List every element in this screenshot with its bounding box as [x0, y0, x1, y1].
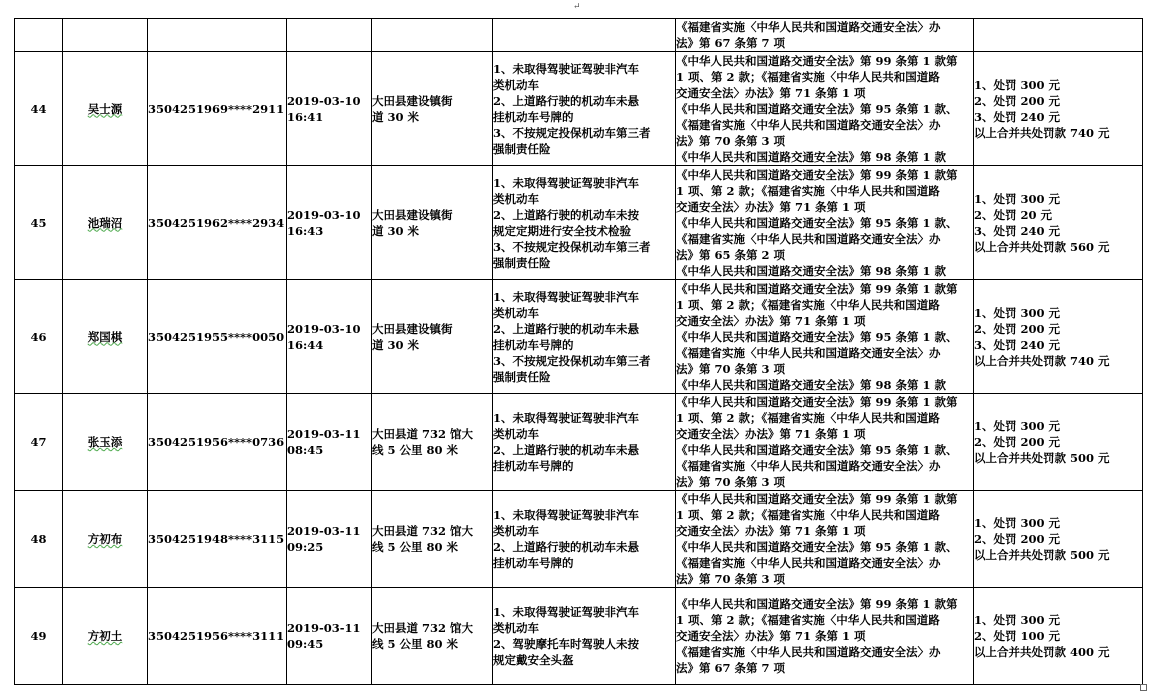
- name-text: 方初土: [87, 629, 123, 643]
- law-line: 《中华人民共和国道路交通安全法》第 99 条第 1 款第: [676, 492, 958, 506]
- law-line: 1 项、第 2 款；《福建省实施〈中华人民共和国道路: [676, 613, 940, 627]
- place-line: 线 5 公里 80 米: [372, 443, 459, 457]
- violation-line: 2、上道路行驶的机动车未悬: [493, 443, 640, 457]
- violation-time: 09:45: [287, 637, 324, 651]
- penalty-cell: [974, 394, 1143, 491]
- law-line: 《福建省实施〈中华人民共和国道路交通安全法〉办: [676, 645, 941, 659]
- violation-line: 类机动车: [493, 305, 539, 320]
- law-line: 《中华人民共和国道路交通安全法》第 99 条第 1 款第: [676, 167, 958, 182]
- penalty-cell: [974, 52, 1143, 166]
- name-text: 吴士源: [87, 101, 123, 116]
- cell-empty: [372, 19, 493, 52]
- violation-place: [372, 588, 493, 685]
- law-line: 法》第 67 条第 7 项: [676, 36, 786, 50]
- violation-line: 挂机动车号牌的: [493, 459, 574, 473]
- law-line: 《中华人民共和国道路交通安全法》第 95 条第 1 款、: [676, 329, 958, 344]
- violation-behaviour: [493, 394, 676, 491]
- violation-line: 类机动车: [493, 524, 539, 538]
- violation-datetime: [287, 280, 372, 394]
- record-number: 48: [15, 491, 63, 588]
- penalty-line: 以上合并共处罚款 560 元: [974, 239, 1110, 254]
- law-basis-cell: [676, 394, 974, 491]
- violation-datetime: [287, 394, 372, 491]
- name-text: 方初布: [87, 532, 123, 546]
- penalty-line: 以上合并共处罚款 500 元: [974, 451, 1110, 465]
- penalty-cell: [974, 588, 1143, 685]
- penalty-line: 2、处罚 100 元: [974, 629, 1061, 643]
- law-line: 1 项、第 2 款；《福建省实施〈中华人民共和国道路: [676, 411, 940, 425]
- record-row: [15, 491, 1143, 588]
- violation-datetime: [287, 491, 372, 588]
- law-line: 《中华人民共和国道路交通安全法》第 99 条第 1 款第: [676, 53, 958, 68]
- violation-line: 3、不按规定投保机动车第三者: [493, 125, 651, 140]
- law-line: 法》第 67 条第 7 项: [676, 661, 786, 675]
- law-basis-cell: [676, 280, 974, 394]
- violation-line: 规定戴安全头盔: [493, 653, 574, 667]
- violation-time: 08:45: [287, 443, 324, 457]
- law-line: 《福建省实施〈中华人民共和国道路交通安全法〉办: [676, 20, 941, 34]
- violation-datetime: [287, 166, 372, 280]
- penalty-line: 1、处罚 300 元: [974, 516, 1061, 530]
- law-line: 1 项、第 2 款；《福建省实施〈中华人民共和国道路: [676, 183, 940, 198]
- violation-line: 强制责任险: [493, 255, 551, 270]
- violation-place: [372, 52, 493, 166]
- id-number: 3504251969****2911: [148, 52, 287, 166]
- penalty-cell: [974, 166, 1143, 280]
- cell-empty: [15, 19, 63, 52]
- penalty-line: 3、处罚 240 元: [974, 109, 1061, 124]
- law-line: 交通安全法〉办法》第 71 条第 1 项: [676, 427, 866, 441]
- law-line: 1 项、第 2 款；《福建省实施〈中华人民共和国道路: [676, 69, 940, 84]
- law-line: 法》第 65 条第 2 项: [676, 247, 786, 262]
- violation-line: 强制责任险: [493, 369, 551, 384]
- cell-empty: [148, 19, 287, 52]
- penalty-line: 1、处罚 300 元: [974, 77, 1061, 92]
- violation-behaviour: [493, 588, 676, 685]
- violation-place: [372, 491, 493, 588]
- name-text: 郑国棋: [87, 329, 123, 344]
- penalty-line: 2、处罚 200 元: [974, 435, 1061, 449]
- law-line: 1 项、第 2 款；《福建省实施〈中华人民共和国道路: [676, 297, 940, 312]
- violation-line: 挂机动车号牌的: [493, 109, 574, 124]
- violation-behaviour: [493, 52, 676, 166]
- violation-behaviour: [493, 280, 676, 394]
- record-row: [15, 280, 1143, 394]
- place-line: 道 30 米: [372, 109, 420, 124]
- record-row: [15, 166, 1143, 280]
- penalty-line: 1、处罚 300 元: [974, 191, 1061, 206]
- violation-line: 类机动车: [493, 621, 539, 635]
- place-line: 大田县建设镇街: [372, 207, 453, 222]
- violation-time: 16:44: [287, 337, 324, 352]
- record-number: 44: [15, 52, 63, 166]
- penalty-line: 3、处罚 240 元: [974, 223, 1061, 238]
- person-name: [63, 166, 148, 280]
- violation-datetime: [287, 588, 372, 685]
- violation-line: 3、不按规定投保机动车第三者: [493, 239, 651, 254]
- law-line: 《中华人民共和国道路交通安全法》第 95 条第 1 款、: [676, 443, 958, 457]
- violation-line: 2、上道路行驶的机动车未悬: [493, 540, 640, 554]
- person-name: [63, 52, 148, 166]
- law-line: 《福建省实施〈中华人民共和国道路交通安全法〉办: [676, 117, 941, 132]
- record-number: 45: [15, 166, 63, 280]
- cell-empty: [974, 19, 1143, 52]
- violation-line: 挂机动车号牌的: [493, 556, 574, 570]
- record-number: 49: [15, 588, 63, 685]
- penalty-line: 以上合并共处罚款 500 元: [974, 548, 1110, 562]
- violation-line: 类机动车: [493, 427, 539, 441]
- place-line: 大田县道 732 馆大: [372, 621, 474, 635]
- law-line: 《福建省实施〈中华人民共和国道路交通安全法〉办: [676, 231, 941, 246]
- violation-time: 09:25: [287, 540, 324, 554]
- violation-line: 规定定期进行安全技术检验: [493, 223, 631, 238]
- penalty-line: 2、处罚 200 元: [974, 321, 1061, 336]
- id-number: 3504251956****3111: [148, 588, 287, 685]
- end-marker-icon: [1140, 684, 1147, 691]
- law-line: 《福建省实施〈中华人民共和国道路交通安全法〉办: [676, 459, 941, 473]
- place-line: 道 30 米: [372, 337, 420, 352]
- law-basis-cell: [676, 166, 974, 280]
- penalty-line: 2、处罚 200 元: [974, 532, 1061, 546]
- penalty-line: 2、处罚 20 元: [974, 207, 1053, 222]
- violation-place: [372, 394, 493, 491]
- place-line: 线 5 公里 80 米: [372, 540, 459, 554]
- violation-date: 2019-03-10: [287, 207, 361, 222]
- law-line: 法》第 70 条第 3 项: [676, 361, 786, 376]
- violation-date: 2019-03-10: [287, 321, 361, 336]
- law-line: 交通安全法〉办法》第 71 条第 1 项: [676, 199, 866, 214]
- violation-line: 1、未取得驾驶证驾驶非汽车: [493, 605, 640, 619]
- id-number: 3504251962****2934: [148, 166, 287, 280]
- violation-line: 挂机动车号牌的: [493, 337, 574, 352]
- penalty-line: 以上合并共处罚款 740 元: [974, 125, 1110, 140]
- violation-line: 类机动车: [493, 191, 539, 206]
- violation-place: [372, 166, 493, 280]
- law-line: 《中华人民共和国道路交通安全法》第 98 条第 1 款: [676, 149, 947, 164]
- penalty-line: 以上合并共处罚款 400 元: [974, 645, 1110, 659]
- paragraph-mark-icon: ↵: [573, 2, 581, 12]
- violation-line: 1、未取得驾驶证驾驶非汽车: [493, 508, 640, 522]
- penalty-line: 2、处罚 200 元: [974, 93, 1061, 108]
- law-line: 法》第 70 条第 3 项: [676, 475, 786, 489]
- record-number: 47: [15, 394, 63, 491]
- law-line: 《福建省实施〈中华人民共和国道路交通安全法〉办: [676, 345, 941, 360]
- violation-line: 强制责任险: [493, 141, 551, 156]
- place-line: 道 30 米: [372, 223, 420, 238]
- violation-line: 3、不按规定投保机动车第三者: [493, 353, 651, 368]
- violation-line: 1、未取得驾驶证驾驶非汽车: [493, 61, 640, 76]
- violation-line: 2、上道路行驶的机动车未悬: [493, 321, 640, 336]
- person-name: [63, 491, 148, 588]
- person-name: [63, 588, 148, 685]
- law-line: 法》第 70 条第 3 项: [676, 572, 786, 586]
- place-line: 大田县建设镇街: [372, 93, 453, 108]
- id-number: 3504251948****3115: [148, 491, 287, 588]
- violation-behaviour: [493, 166, 676, 280]
- record-row: [15, 588, 1143, 685]
- violation-line: 2、驾驶摩托车时驾驶人未按: [493, 637, 640, 651]
- penalty-cell: [974, 491, 1143, 588]
- law-line: 法》第 70 条第 3 项: [676, 133, 786, 148]
- cell-empty: [493, 19, 676, 52]
- cell-empty: [287, 19, 372, 52]
- id-number: 3504251956****0736: [148, 394, 287, 491]
- penalty-line: 1、处罚 300 元: [974, 305, 1061, 320]
- violation-datetime: [287, 52, 372, 166]
- penalty-line: 以上合并共处罚款 740 元: [974, 353, 1110, 368]
- name-text: 池瑞沼: [87, 215, 123, 230]
- place-line: 大田县道 732 馆大: [372, 524, 474, 538]
- place-line: 线 5 公里 80 米: [372, 637, 459, 651]
- law-basis-cell: [676, 491, 974, 588]
- violation-behaviour: [493, 491, 676, 588]
- record-number: 46: [15, 280, 63, 394]
- law-basis-cell: [676, 588, 974, 685]
- law-line: 交通安全法〉办法》第 71 条第 1 项: [676, 629, 866, 643]
- name-text: 张玉添: [87, 435, 123, 449]
- penalty-cell: [974, 280, 1143, 394]
- place-line: 大田县建设镇街: [372, 321, 453, 336]
- law-line: 《中华人民共和国道路交通安全法》第 99 条第 1 款第: [676, 597, 958, 611]
- record-row: [15, 52, 1143, 166]
- law-line: 交通安全法〉办法》第 71 条第 1 项: [676, 524, 866, 538]
- place-line: 大田县道 732 馆大: [372, 427, 474, 441]
- law-line: 《中华人民共和国道路交通安全法》第 98 条第 1 款: [676, 377, 947, 392]
- violation-line: 类机动车: [493, 77, 539, 92]
- law-line: 《中华人民共和国道路交通安全法》第 95 条第 1 款、: [676, 540, 958, 554]
- law-line: 《中华人民共和国道路交通安全法》第 99 条第 1 款第: [676, 395, 958, 409]
- violation-time: 16:43: [287, 223, 324, 238]
- person-name: [63, 280, 148, 394]
- law-basis-cell: [676, 52, 974, 166]
- law-line: 《中华人民共和国道路交通安全法》第 99 条第 1 款第: [676, 281, 958, 296]
- id-number: 3504251955****0050: [148, 280, 287, 394]
- violation-line: 1、未取得驾驶证驾驶非汽车: [493, 411, 640, 425]
- violation-line: 2、上道路行驶的机动车未按: [493, 207, 640, 222]
- violation-line: 2、上道路行驶的机动车未悬: [493, 93, 640, 108]
- violation-date: 2019-03-10: [287, 93, 361, 108]
- law-line: 交通安全法〉办法》第 71 条第 1 项: [676, 85, 866, 100]
- law-line: 《中华人民共和国道路交通安全法》第 95 条第 1 款、: [676, 215, 958, 230]
- violation-line: 1、未取得驾驶证驾驶非汽车: [493, 289, 640, 304]
- violation-time: 16:41: [287, 109, 324, 124]
- law-line: 交通安全法〉办法》第 71 条第 1 项: [676, 313, 866, 328]
- law-line: 1 项、第 2 款；《福建省实施〈中华人民共和国道路: [676, 508, 940, 522]
- penalty-line: 3、处罚 240 元: [974, 337, 1061, 352]
- violation-date: 2019-03-11: [287, 621, 361, 635]
- penalty-records-table: [14, 18, 1143, 685]
- continuation-row: [15, 19, 1143, 52]
- person-name: [63, 394, 148, 491]
- penalty-line: 1、处罚 300 元: [974, 613, 1061, 627]
- record-row: [15, 394, 1143, 491]
- violation-line: 1、未取得驾驶证驾驶非汽车: [493, 175, 640, 190]
- violation-date: 2019-03-11: [287, 427, 361, 441]
- violation-date: 2019-03-11: [287, 524, 361, 538]
- penalty-line: 1、处罚 300 元: [974, 419, 1061, 433]
- violation-place: [372, 280, 493, 394]
- law-basis-cell: [676, 19, 974, 52]
- law-line: 《福建省实施〈中华人民共和国道路交通安全法〉办: [676, 556, 941, 570]
- cell-empty: [63, 19, 148, 52]
- law-line: 《中华人民共和国道路交通安全法》第 95 条第 1 款、: [676, 101, 958, 116]
- law-line: 《中华人民共和国道路交通安全法》第 98 条第 1 款: [676, 263, 947, 278]
